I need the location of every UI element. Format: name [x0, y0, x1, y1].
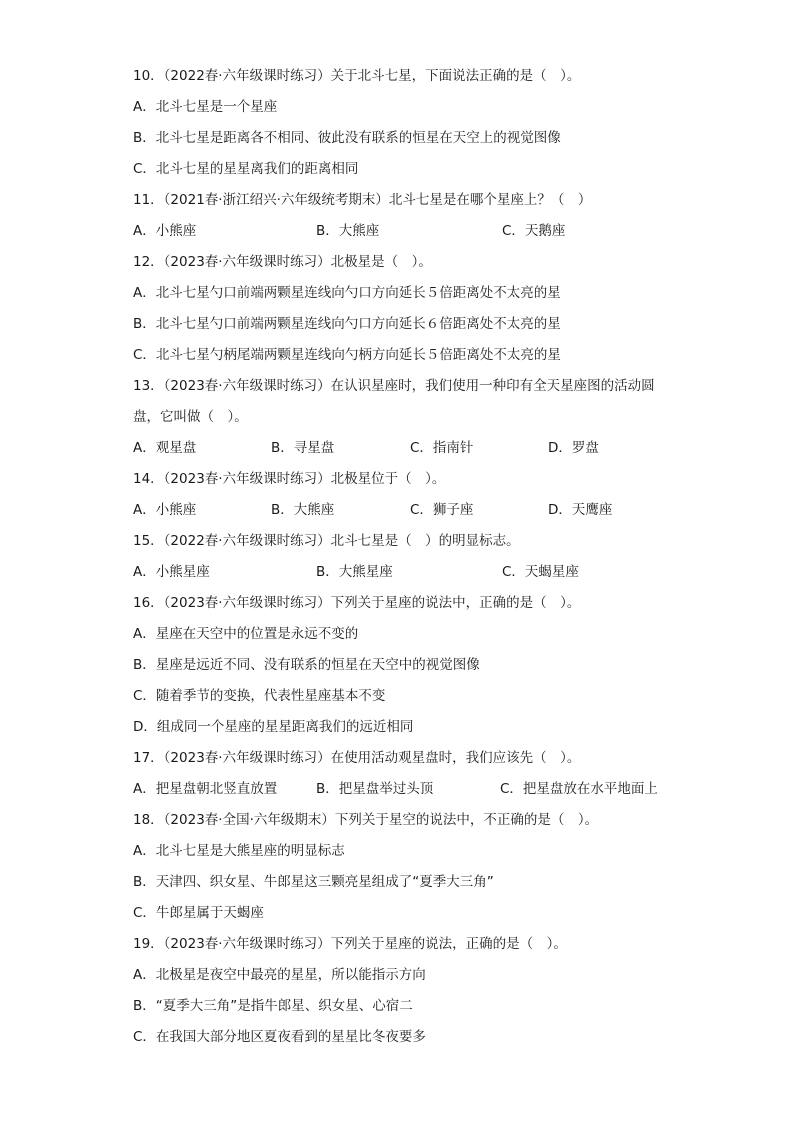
question-10-option-c: C．北斗七星的星星离我们的距离相同 [133, 161, 359, 177]
question-16-stem: 16．（2023春·六年级课时练习）下列关于星座的说法中，正确的是（ ）。 [133, 595, 581, 611]
question-18-option-a: A．北斗七星是大熊星座的明显标志 [133, 843, 345, 859]
question-12-option-c: C．北斗七星勺柄尾端两颗星连线向勺柄方向延长５倍距离处不太亮的星 [133, 347, 561, 363]
question-15-option-a: A．小熊星座 [133, 564, 210, 580]
question-17-option-a: A．把星盘朝北竖直放置 [133, 781, 278, 797]
question-12-option-b: B．北斗七星勺口前端两颗星连线向勺口方向延长６倍距离处不太亮的星 [133, 316, 561, 332]
question-13-stem-continued: 盘，它叫做（ ）。 [133, 409, 248, 425]
question-15-option-b: B．大熊星座 [316, 564, 393, 580]
question-14-option-b: B．大熊座 [271, 502, 335, 518]
question-18-option-c: C．牛郎星属于天蝎座 [133, 905, 264, 921]
question-16-option-d: D．组成同一个星座的星星距离我们的远近相同 [133, 719, 414, 735]
question-19-option-b: B．“夏季大三角”是指牛郎星、织女星、心宿二 [133, 998, 413, 1014]
question-10-stem: 10．（2022春·六年级课时练习）关于北斗七星，下面说法正确的是（ ）。 [133, 68, 581, 84]
question-16-option-a: A．星座在天空中的位置是永远不变的 [133, 626, 359, 642]
question-14-option-a: A．小熊座 [133, 502, 197, 518]
question-19-option-c: C．在我国大部分地区夏夜看到的星星比冬夜要多 [133, 1029, 426, 1045]
question-10-option-a: A．北斗七星是一个星座 [133, 99, 278, 115]
question-15-stem: 15．（2022春·六年级课时练习）北斗七星是（ ）的明显标志。 [133, 533, 520, 549]
question-19-option-a: A．北极星是夜空中最亮的星星，所以能指示方向 [133, 967, 426, 983]
question-13-option-a: A．观星盘 [133, 440, 197, 456]
question-13-option-c: C．指南针 [410, 440, 474, 456]
question-10-option-b: B．北斗七星是距离各不相同、彼此没有联系的恒星在天空上的视觉图像 [133, 130, 561, 146]
question-19-stem: 19．（2023春·六年级课时练习）下列关于星座的说法，正确的是（ ）。 [133, 936, 567, 952]
question-13-stem: 13．（2023春·六年级课时练习）在认识星座时，我们使用一种印有全天星座图的活动圆 [133, 378, 655, 394]
question-17-option-c: C．把星盘放在水平地面上 [500, 781, 658, 797]
question-12-option-a: A．北斗七星勺口前端两颗星连线向勺口方向延长５倍距离处不太亮的星 [133, 285, 561, 301]
question-18-option-b: B．天津四、织女星、牛郎星这三颗亮星组成了“夏季大三角” [133, 874, 494, 890]
question-18-stem: 18．（2023春·全国·六年级期末）下列关于星空的说法中，不正确的是（ ）。 [133, 812, 599, 828]
question-11-option-c: C．天鹅座 [502, 223, 566, 239]
question-16-option-b: B．星座是远近不同、没有联系的恒星在天空中的视觉图像 [133, 657, 480, 673]
question-14-stem: 14．（2023春·六年级课时练习）北极星位于（ ）。 [133, 471, 446, 487]
question-11-option-a: A．小熊座 [133, 223, 197, 239]
question-14-option-c: C．狮子座 [410, 502, 474, 518]
question-17-option-b: B．把星盘举过头顶 [316, 781, 434, 797]
question-16-option-c: C．随着季节的变换，代表性星座基本不变 [133, 688, 386, 704]
question-12-stem: 12．（2023春·六年级课时练习）北极星是（ ）。 [133, 254, 432, 270]
question-13-option-d: D．罗盘 [548, 440, 599, 456]
question-15-option-c: C．天蝎星座 [502, 564, 579, 580]
question-17-stem: 17．（2023春·六年级课时练习）在使用活动观星盘时，我们应该先（ ）。 [133, 750, 581, 766]
question-11-stem: 11．（2021春·浙江绍兴·六年级统考期末）北斗七星是在哪个星座上？（ ） [133, 192, 592, 208]
question-11-option-b: B．大熊座 [316, 223, 380, 239]
question-14-option-d: D．天鹰座 [548, 502, 613, 518]
question-13-option-b: B．寻星盘 [271, 440, 335, 456]
